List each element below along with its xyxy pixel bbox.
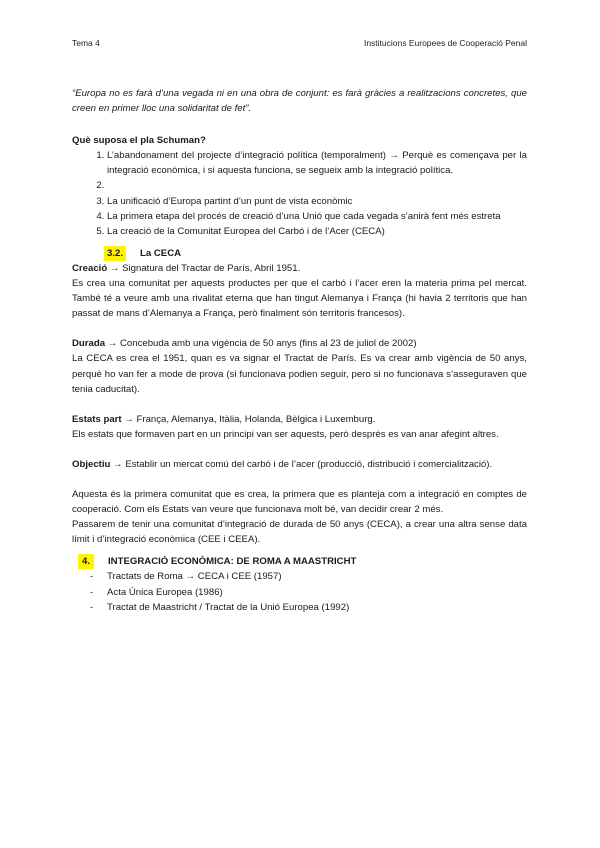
schuman-quote: “Europa no es farà d’una vegada ni en una obra de conjunt: es farà gràcies a realitzacions concretes, que creen en primer lloc una solidaritat de fet”. [72, 88, 527, 115]
objectiu-text: → Establir un mercat comú del carbó i de l’acer (producció, distribució i comercialització). [110, 458, 493, 470]
section-4-number: 4. [78, 554, 94, 569]
section-ceca-heading [72, 246, 527, 261]
objectiu-label: Objectiu [72, 458, 111, 470]
header-left: Tema 4 [72, 38, 100, 48]
header-right: Institucions Europees de Cooperació Penal [363, 38, 527, 48]
page-body [72, 86, 527, 615]
estats-label: Estats part [72, 413, 122, 425]
estats-body: Els estats que formaven part en un principi van ser aquests, però després es van anar afegint altres. [72, 428, 499, 440]
schuman-item-5: 5. La creació de la Comunitat Europea del Carbó i de l’Acer (CECA) [107, 224, 527, 239]
treaty-item: - Tractats de Roma → CECA i CEE (1957) [107, 569, 527, 584]
treaties-list [72, 569, 527, 614]
creacio-label: Creació [72, 262, 108, 274]
ceca-paragraph-2: Passarem de tenir una comunitat d’integració de durada de 50 anys (CECA), a crear una altra sense data límit i d’integració econòmica (CEE i CEEA). [72, 519, 527, 546]
estats-line [72, 412, 527, 427]
schuman-heading: Què suposa el pla Schuman? [72, 135, 206, 147]
creacio-body: Es crea una comunitat per aquests productes per que el carbó i l’acer eren la materia prima pel mercat. També té a veure amb una rivalitat eterna que han tingut Alemanya i França (hi havia 2 territoris que han passat de mans d’Alemanya a França, però finalment són territoris francesos). [72, 278, 527, 320]
section-title: La CECA [140, 247, 182, 259]
section-4-title: INTEGRACIÓ ECONÒMICA: DE ROMA A MAASTRICHT [108, 556, 357, 568]
ceca-paragraph-1: Aquesta és la primera comunitat que es crea, la primera que es planteja com a integració en comptes de cooperació. Com els Estats van veure que funcionava molt bé, van decidir crear 2 més. [72, 488, 527, 516]
section-number: 3.2. [104, 246, 126, 261]
section-4-heading [72, 554, 527, 569]
estats-text: → França, Alemanya, Itàlia, Holanda, Bèlgica i Luxemburg. [121, 413, 376, 425]
schuman-list [72, 148, 527, 239]
schuman-item-4: 4. La primera etapa del procés de creació d’una Unió que cada vegada s’anirà fent més estreta [107, 209, 527, 224]
durada-line [72, 336, 527, 351]
schuman-item-2 [107, 178, 527, 193]
treaty-item: - Acta Única Europea (1986) [107, 585, 527, 600]
treaty-item: - Tractat de Maastricht / Tractat de la Unió Europea (1992) [107, 600, 527, 615]
durada-body: La CECA es crea el 1951, quan es va signar el Tractat de París. Es va crear amb vigència de 50 anys, perquè ho van fer a mode de prova (si funcionava podien seguir, pero si no funcionava s’asseguraven que tenia caducitat). [72, 353, 527, 395]
schuman-item-1: 1. L’abandonament del projecte d’integració política (temporalment) → Perquè es començava per la integració econòmica, i si aquesta funciona, se segueix amb la integració política. [107, 148, 527, 178]
durada-text: → Concebuda amb una vigència de 50 anys (fins al 23 de juliol de 2002) [105, 338, 417, 350]
creacio-line [72, 261, 527, 276]
objectiu-line [72, 457, 527, 472]
schuman-item-3: 3. La unificació d’Europa partint d’un punt de vista econòmic [107, 194, 527, 209]
creacio-text: → Signatura del Tractar de París, Abril 1951. [107, 262, 301, 274]
durada-label: Durada [72, 338, 106, 350]
